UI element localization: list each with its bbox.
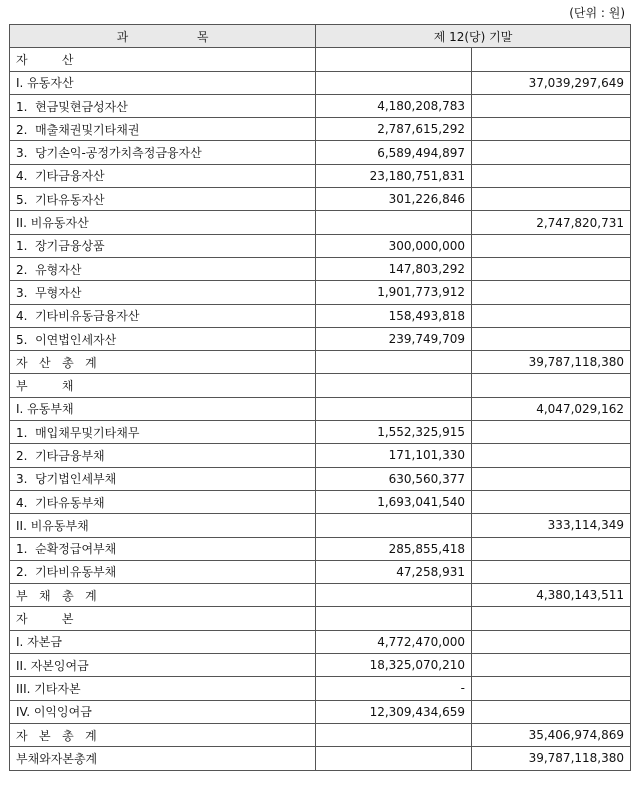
account-label: 자 본 bbox=[10, 607, 316, 630]
table-row bbox=[10, 584, 631, 607]
account-label: II. 비유동부채 bbox=[10, 514, 316, 537]
account-label: 자 산 총 계 bbox=[10, 351, 316, 374]
subtotal-amount bbox=[472, 141, 631, 164]
account-label: 부 채 총 계 bbox=[10, 584, 316, 607]
subtotal-amount bbox=[472, 327, 631, 350]
table-row bbox=[10, 374, 631, 397]
account-label: 5. 이연법인세자산 bbox=[10, 327, 316, 350]
account-label: I. 자본금 bbox=[10, 630, 316, 653]
table-header-row bbox=[10, 25, 631, 48]
detail-amount: 239,749,709 bbox=[316, 327, 472, 350]
detail-amount: 285,855,418 bbox=[316, 537, 472, 560]
account-label: 2. 기타비유동부채 bbox=[10, 560, 316, 583]
subtotal-amount: 333,114,349 bbox=[472, 514, 631, 537]
subtotal-amount bbox=[472, 374, 631, 397]
detail-amount bbox=[316, 397, 472, 420]
detail-amount bbox=[316, 747, 472, 770]
detail-amount: 171,101,330 bbox=[316, 444, 472, 467]
table-row bbox=[10, 444, 631, 467]
table-row bbox=[10, 700, 631, 723]
subtotal-amount: 35,406,974,869 bbox=[472, 723, 631, 746]
detail-amount: 4,772,470,000 bbox=[316, 630, 472, 653]
subtotal-amount bbox=[472, 700, 631, 723]
account-label: 부 채 bbox=[10, 374, 316, 397]
account-label: 자 본 총 계 bbox=[10, 723, 316, 746]
table-row bbox=[10, 747, 631, 770]
table-row bbox=[10, 211, 631, 234]
subtotal-amount bbox=[472, 490, 631, 513]
subtotal-amount bbox=[472, 444, 631, 467]
account-label: IV. 이익잉여금 bbox=[10, 700, 316, 723]
detail-amount: 47,258,931 bbox=[316, 560, 472, 583]
subtotal-amount: 4,380,143,511 bbox=[472, 584, 631, 607]
account-label: 1. 현금및현금성자산 bbox=[10, 94, 316, 117]
table-row bbox=[10, 560, 631, 583]
balance-sheet-body bbox=[10, 25, 631, 771]
subtotal-amount bbox=[472, 467, 631, 490]
account-label: 2. 매출채권및기타채권 bbox=[10, 118, 316, 141]
detail-amount: 1,901,773,912 bbox=[316, 281, 472, 304]
table-row bbox=[10, 48, 631, 71]
subtotal-amount bbox=[472, 188, 631, 211]
account-label: III. 기타자본 bbox=[10, 677, 316, 700]
table-row bbox=[10, 677, 631, 700]
account-label: 2. 기타금융부채 bbox=[10, 444, 316, 467]
table-row bbox=[10, 304, 631, 327]
account-label: I. 유동부채 bbox=[10, 397, 316, 420]
table-row bbox=[10, 234, 631, 257]
subtotal-amount bbox=[472, 164, 631, 187]
subtotal-amount: 2,747,820,731 bbox=[472, 211, 631, 234]
detail-amount: 18,325,070,210 bbox=[316, 654, 472, 677]
detail-amount bbox=[316, 48, 472, 71]
subtotal-amount bbox=[472, 118, 631, 141]
detail-amount bbox=[316, 723, 472, 746]
table-row bbox=[10, 188, 631, 211]
table-row bbox=[10, 351, 631, 374]
subtotal-amount bbox=[472, 257, 631, 280]
account-label: 4. 기타금융자산 bbox=[10, 164, 316, 187]
subtotal-amount bbox=[472, 234, 631, 257]
account-label: 2. 유형자산 bbox=[10, 257, 316, 280]
table-row bbox=[10, 421, 631, 444]
account-label: 자 산 bbox=[10, 48, 316, 71]
detail-amount bbox=[316, 351, 472, 374]
subtotal-amount: 39,787,118,380 bbox=[472, 351, 631, 374]
table-row bbox=[10, 397, 631, 420]
table-row bbox=[10, 164, 631, 187]
detail-amount: 301,226,846 bbox=[316, 188, 472, 211]
table-row bbox=[10, 141, 631, 164]
balance-sheet-table bbox=[9, 24, 631, 771]
table-row bbox=[10, 514, 631, 537]
detail-amount: 1,552,325,915 bbox=[316, 421, 472, 444]
detail-amount: 300,000,000 bbox=[316, 234, 472, 257]
account-label: 3. 무형자산 bbox=[10, 281, 316, 304]
detail-amount: 158,493,818 bbox=[316, 304, 472, 327]
detail-amount: 4,180,208,783 bbox=[316, 94, 472, 117]
unit-note: (단위 : 원) bbox=[569, 6, 625, 20]
table-row bbox=[10, 71, 631, 94]
detail-amount: 6,589,494,897 bbox=[316, 141, 472, 164]
account-label: 5. 기타유동자산 bbox=[10, 188, 316, 211]
subtotal-amount bbox=[472, 607, 631, 630]
account-label: II. 비유동자산 bbox=[10, 211, 316, 234]
subtotal-amount bbox=[472, 94, 631, 117]
detail-amount: 12,309,434,659 bbox=[316, 700, 472, 723]
account-label: 1. 순확정급여부채 bbox=[10, 537, 316, 560]
account-label: 4. 기타유동부채 bbox=[10, 490, 316, 513]
detail-amount bbox=[316, 374, 472, 397]
detail-amount bbox=[316, 211, 472, 234]
detail-amount bbox=[316, 71, 472, 94]
detail-amount: 23,180,751,831 bbox=[316, 164, 472, 187]
header-period: 제 12(당) 기말 bbox=[316, 25, 631, 48]
table-row bbox=[10, 607, 631, 630]
subtotal-amount bbox=[472, 630, 631, 653]
subtotal-amount bbox=[472, 560, 631, 583]
table-row bbox=[10, 118, 631, 141]
detail-amount: 147,803,292 bbox=[316, 257, 472, 280]
account-label: 1. 매입채무및기타채무 bbox=[10, 421, 316, 444]
account-label: 4. 기타비유동금융자산 bbox=[10, 304, 316, 327]
subtotal-amount: 4,047,029,162 bbox=[472, 397, 631, 420]
detail-amount bbox=[316, 584, 472, 607]
table-row bbox=[10, 654, 631, 677]
account-label: 3. 당기법인세부채 bbox=[10, 467, 316, 490]
detail-amount: 1,693,041,540 bbox=[316, 490, 472, 513]
table-row bbox=[10, 630, 631, 653]
detail-amount: - bbox=[316, 677, 472, 700]
table-row bbox=[10, 723, 631, 746]
account-label: 3. 당기손익-공정가치측정금융자산 bbox=[10, 141, 316, 164]
detail-amount bbox=[316, 514, 472, 537]
table-row bbox=[10, 490, 631, 513]
account-label: I. 유동자산 bbox=[10, 71, 316, 94]
subtotal-amount: 37,039,297,649 bbox=[472, 71, 631, 94]
subtotal-amount bbox=[472, 48, 631, 71]
account-label: 1. 장기금융상품 bbox=[10, 234, 316, 257]
header-account: 과 목 bbox=[10, 25, 316, 48]
subtotal-amount bbox=[472, 421, 631, 444]
detail-amount: 630,560,377 bbox=[316, 467, 472, 490]
subtotal-amount bbox=[472, 677, 631, 700]
detail-amount: 2,787,615,292 bbox=[316, 118, 472, 141]
subtotal-amount bbox=[472, 537, 631, 560]
table-row bbox=[10, 537, 631, 560]
table-row bbox=[10, 467, 631, 490]
account-label: 부채와자본총계 bbox=[10, 747, 316, 770]
subtotal-amount bbox=[472, 304, 631, 327]
table-row bbox=[10, 257, 631, 280]
account-label: II. 자본잉여금 bbox=[10, 654, 316, 677]
table-row bbox=[10, 281, 631, 304]
table-row bbox=[10, 94, 631, 117]
subtotal-amount bbox=[472, 281, 631, 304]
detail-amount bbox=[316, 607, 472, 630]
subtotal-amount bbox=[472, 654, 631, 677]
subtotal-amount: 39,787,118,380 bbox=[472, 747, 631, 770]
table-row bbox=[10, 327, 631, 350]
